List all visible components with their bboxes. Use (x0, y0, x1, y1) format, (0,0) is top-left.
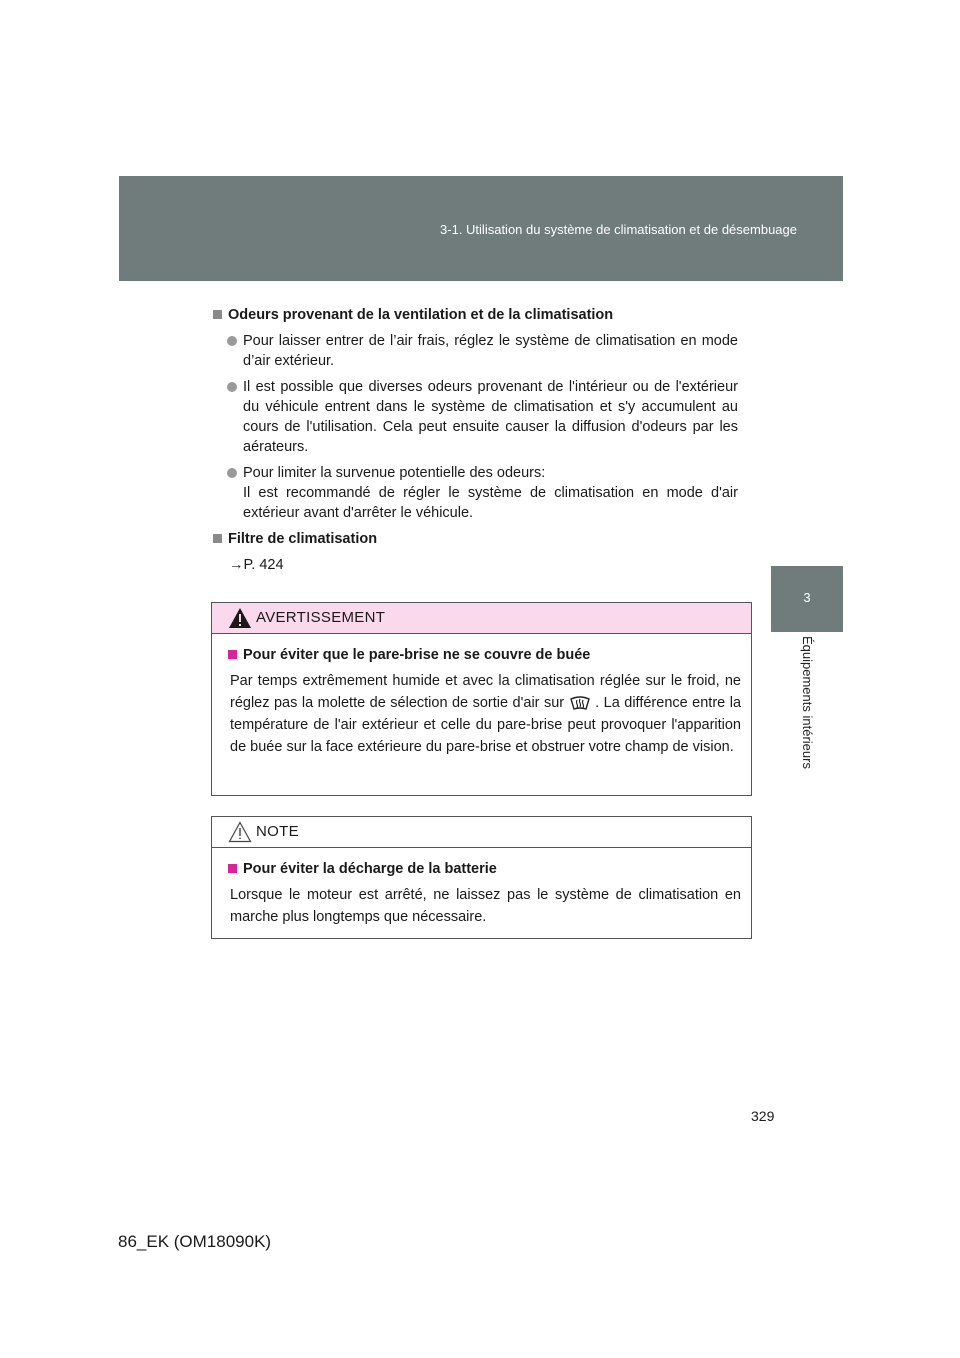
header-band (119, 176, 843, 281)
square-bullet-icon (213, 310, 222, 319)
model-code: 86_EK (OM18090K) (118, 1232, 272, 1251)
page-reference: →P. 424 (229, 557, 284, 573)
square-bullet-icon (213, 534, 222, 543)
circle-bullet-icon (227, 468, 237, 478)
warning-box (211, 602, 752, 796)
circle-bullet-icon (227, 382, 237, 392)
warning-heading: Pour éviter que le pare-brise ne se couvre de buée (228, 644, 741, 666)
square-bullet-icon (228, 650, 237, 659)
list-item: Il est possible que diverses odeurs provenant de l'intérieur ou de l'extérieur du véhicule entrent dans le système de climatisation et s'y accumulent au cours de l'utilisation. Cela peut ensuite causer la diffusion d'odeurs par les aérateurs. (227, 377, 738, 457)
chapter-label-wrap (777, 636, 837, 856)
warning-header (212, 603, 751, 634)
main-content (213, 305, 738, 575)
warning-triangle-icon (228, 607, 252, 629)
list-item: Pour limiter la survenue potentielle des odeurs: Il est recommandé de régler le système de climatisation en mode d'air extérieur avant d'arrêter le véhicule. (227, 463, 738, 523)
square-bullet-icon (228, 864, 237, 873)
note-title: NOTE (256, 823, 299, 840)
chapter-tab (771, 566, 843, 632)
section-heading: Odeurs provenant de la ventilation et de la climatisation (213, 305, 738, 325)
note-header (212, 817, 751, 848)
circle-bullet-icon (227, 336, 237, 346)
warning-text: Par temps extrêmement humide et avec la climatisation réglée sur le froid, ne réglez pas la molette de sélection de sortie d'air sur . La différence entre la température de l'air extérieur et celle du pare-brise peut provoquer l'apparition de buée sur la face extérieure du pare-brise et obstruer votre champ de vision. (230, 673, 742, 755)
chapter-label: Équipements intérieurs (800, 636, 815, 769)
section-title: 3-1. Utilisation du système de climatisation et de désembuage (440, 222, 797, 237)
caution-triangle-icon (228, 821, 252, 843)
note-heading: Pour éviter la décharge de la batterie (228, 858, 741, 880)
list-item: Pour laisser entrer de l’air frais, réglez le système de climatisation en mode d’air extérieur. (227, 331, 738, 371)
windshield-defrost-icon (569, 695, 591, 711)
warning-title: AVERTISSEMENT (256, 609, 386, 626)
chapter-number: 3 (803, 590, 811, 605)
page-number: 329 (751, 1108, 775, 1124)
section-heading: Filtre de climatisation (213, 529, 738, 549)
note-text: Lorsque le moteur est arrêté, ne laissez pas le système de climatisation en marche plus longtemps que nécessaire. (230, 887, 741, 925)
note-box (211, 816, 752, 939)
